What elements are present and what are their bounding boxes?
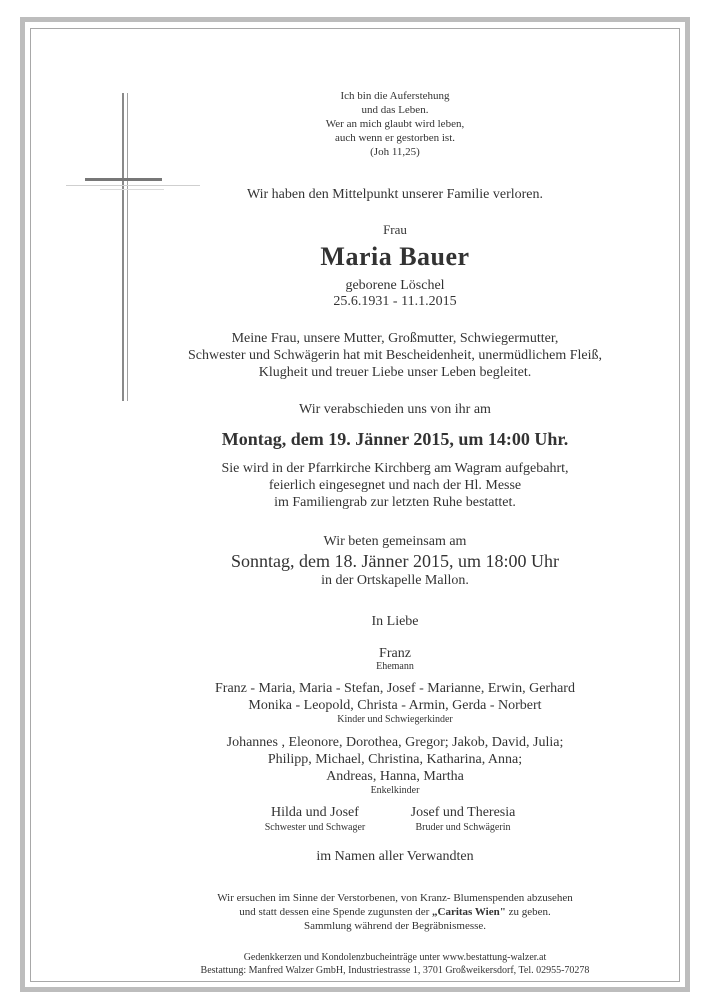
grandchildren-line: Andreas, Hanna, Martha xyxy=(326,769,464,784)
tribute-line: Klugheit und treuer Liebe unser Leben begleitet. xyxy=(258,365,532,380)
footer-address-line: Bestattung: Manfred Walzer GmbH, Industriestrasse 1, 3701 Großweikersdorf, Tel. 02955-70278 xyxy=(200,965,590,976)
sister-names: Hilda und Josef xyxy=(271,805,359,820)
children-role: Kinder und Schwiegerkinder xyxy=(337,714,453,725)
farewell-detail-line: im Familiengrab zur letzten Ruhe bestattet. xyxy=(274,495,516,510)
children-line: Monika - Leopold, Christa - Armin, Gerda - Norbert xyxy=(248,698,542,713)
sister-group xyxy=(250,804,380,834)
brother-names: Josef und Theresia xyxy=(410,805,516,820)
request-line: Sammlung während der Begräbnismesse. xyxy=(303,920,487,932)
children-line: Franz - Maria, Maria - Stefan, Josef - Marianne, Erwin, Gerhard xyxy=(215,681,575,696)
quote-line: Wer an mich glaubt wird leben, xyxy=(325,118,465,130)
grandchildren-line: Johannes , Eleonore, Dorothea, Gregor; Jakob, David, Julia; xyxy=(226,735,564,750)
husband-name: Franz xyxy=(379,646,411,661)
farewell-intro: Wir verabschieden uns von ihr am xyxy=(299,402,491,417)
prayer-date: Sonntag, dem 18. Jänner 2015, um 18:00 Uhr xyxy=(231,551,559,571)
birth-name: geborene Löschel xyxy=(345,278,445,293)
prayer-place: in der Ortskapelle Mallon. xyxy=(321,573,469,588)
grandchildren-line: Philipp, Michael, Christina, Katharina, Anna; xyxy=(267,752,523,767)
footer-website-line: Gedenkkerzen und Kondolenzbucheinträge unter www.bestattung-walzer.at xyxy=(243,952,547,963)
request-line: und statt dessen eine Spende zugunsten der „Caritas Wien" zu geben. xyxy=(239,906,551,918)
brother-role: Bruder und Schwägerin xyxy=(415,821,511,833)
quote-line: Ich bin die Auferstehung xyxy=(340,90,450,102)
request-line: Wir ersuchen im Sinne der Verstorbenen, von Kranz- Blumenspenden abzusehen xyxy=(217,892,573,904)
brother-group xyxy=(398,804,528,834)
life-dates: 25.6.1931 - 11.1.2015 xyxy=(333,294,457,309)
tribute-line: Schwester und Schwägerin hat mit Bescheidenheit, unermüdlichem Fleiß, xyxy=(187,348,603,363)
grandchildren-role: Enkelkinder xyxy=(370,785,420,796)
husband-role: Ehemann xyxy=(376,661,414,672)
quote-line: und das Leben. xyxy=(361,104,429,116)
farewell-detail-line: Sie wird in der Pfarrkirche Kirchberg am Wagram aufgebahrt, xyxy=(221,461,569,476)
farewell-detail-line: feierlich eingesegnet und nach der Hl. Messe xyxy=(268,478,522,493)
quote-line: auch wenn er gestorben ist. xyxy=(334,132,456,144)
prayer-intro: Wir beten gemeinsam am xyxy=(323,534,467,549)
farewell-date: Montag, dem 19. Jänner 2015, um 14:00 Uhr. xyxy=(221,429,569,449)
relatives-text: im Namen aller Verwandten xyxy=(316,849,474,864)
quote-reference: (Joh 11,25) xyxy=(370,146,420,158)
tribute-line: Meine Frau, unsere Mutter, Großmutter, Schwiegermutter, xyxy=(231,331,559,346)
in-love: In Liebe xyxy=(371,614,419,629)
charity-name: „Caritas Wien" xyxy=(432,906,506,918)
sister-role: Schwester und Schwager xyxy=(264,821,366,833)
salutation: Frau xyxy=(383,222,407,237)
intro-text: Wir haben den Mittelpunkt unserer Familie verloren. xyxy=(246,187,544,202)
deceased-name: Maria Bauer xyxy=(320,242,470,271)
